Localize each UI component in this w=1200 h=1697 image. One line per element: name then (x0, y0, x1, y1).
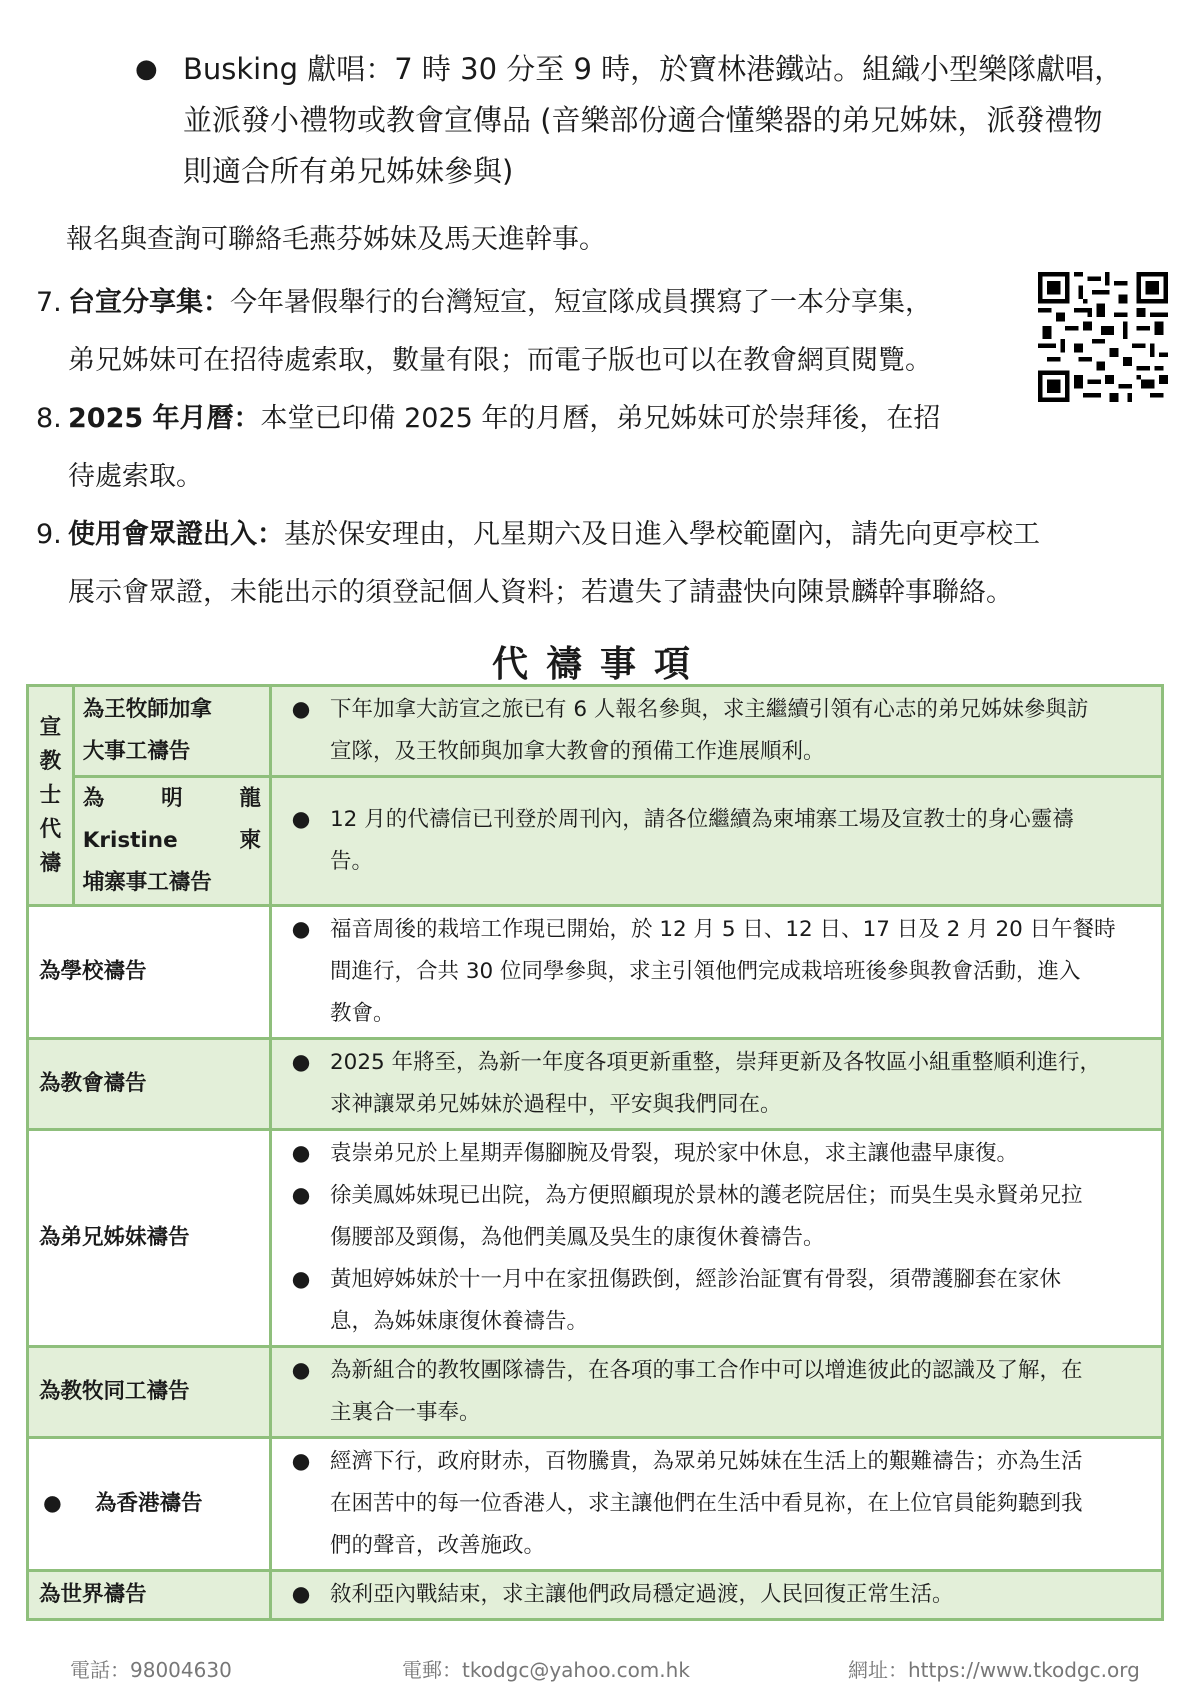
notice-text: 展示會眾證，未能出示的須登記個人資料；若遺失了請盡快向陳景麟幹事聯絡。 (68, 577, 1013, 608)
members-category: 為弟兄姊妹禱告 (28, 1130, 271, 1347)
bullet-icon: ● (291, 917, 311, 942)
notice-text: 弟兄姊妹可在招待處索取，數量有限；而電子版也可以在教會網頁閱覽。 (68, 345, 932, 376)
table-row (28, 1438, 1163, 1571)
table-row (28, 1039, 1163, 1130)
notice-number: 9. (36, 519, 62, 550)
missionary-subcategory: 為 明 龍 Kristine 柬 埔寨事工禱告 (73, 777, 270, 906)
prayer-content: ● 經濟下行，政府財赤，百物騰貴，為眾弟兄姊妹在生活上的艱難禱告；亦為生活 在困苦中的每一位香港人，求主讓他們在生活中看見祢，在上位官員能夠聽到我 們的聲音，改善施政。 (271, 1438, 1163, 1571)
bullet-icon: ● (135, 54, 158, 84)
church-category: 為教會禱告 (28, 1039, 271, 1130)
table-row (28, 1571, 1163, 1620)
prayer-content: ● 12 月的代禱信已刊登於周刊內，請各位繼續為柬埔寨工場及宣教士的身心靈禱 告。 (271, 777, 1163, 906)
table-row (28, 686, 1163, 777)
notice-text: 今年暑假舉行的台灣短宣，短宣隊成員撰寫了一本分享集， (230, 287, 932, 318)
notice-text: 待處索取。 (68, 461, 203, 492)
footer-phone: 電話：98004630 (70, 1658, 232, 1682)
bullet-icon: ● (291, 1141, 311, 1166)
missionary-category: 宣教士代禱 (28, 686, 74, 906)
notice-text: 基於保安理由，凡星期六及日進入學校範圍內，請先向更亭校工 (284, 519, 1040, 550)
bullet-icon: ● (43, 1491, 62, 1516)
bullet-icon: ● (291, 1358, 311, 1383)
prayer-content: ● 為新組合的教牧團隊禱告，在各項的事工合作中可以增進彼此的認識及了解，在 主裏合一事奉。 (271, 1347, 1163, 1438)
busking-line-1: Busking 獻唱：7 時 30 分至 9 時，於寶林港鐵站。組織小型樂隊獻唱， (183, 52, 1124, 86)
staff-category: 為教牧同工禱告 (28, 1347, 271, 1438)
table-row (28, 1347, 1163, 1438)
hk-category: ● 為香港禱告 (28, 1438, 271, 1571)
world-category: 為世界禱告 (28, 1571, 271, 1620)
bullet-icon: ● (291, 1050, 311, 1075)
bullet-icon: ● (291, 1267, 311, 1292)
notice-title: 2025 年月曆： (68, 403, 261, 434)
notice-item-8 (36, 390, 1056, 506)
notice-item-9 (36, 506, 1056, 622)
missionary-subcategory: 為王牧師加拿 大事工禱告 (73, 686, 270, 777)
bullet-icon: ● (291, 1449, 311, 1474)
prayer-table (26, 684, 1164, 1621)
prayer-content: ● 敘利亞內戰結束，求主讓他們政局穩定過渡，人民回復正常生活。 (271, 1571, 1163, 1620)
table-row (28, 1130, 1163, 1347)
school-category: 為學校禱告 (28, 906, 271, 1039)
bullet-icon: ● (291, 1183, 311, 1208)
busking-line-2: 並派發小禮物或教會宣傳品 (音樂部份適合懂樂器的弟兄姊妹，派發禮物 (183, 103, 1103, 137)
prayer-content: ● 袁崇弟兄於上星期弄傷腳腕及骨裂，現於家中休息，求主讓他盡早康復。 ● 徐美鳳姊妹現已出院，為方便照顧現於景林的護老院居住；而吳生吳永賢弟兄拉 傷腰部及頸傷，為他們美鳳及吳生的康復休養禱告。 ● 黃旭婷姊妹於十一月中在家扭傷跌倒，經診治証實有骨裂，須帶護腳套在家休 息，為姊妹康復休養禱告。 (271, 1130, 1163, 1347)
table-row (28, 777, 1163, 906)
qr-code-icon[interactable] (1038, 272, 1168, 402)
bullet-icon: ● (291, 1582, 311, 1607)
prayer-content: ● 福音周後的栽培工作現已開始，於 12 月 5 日、12 日、17 日及 2 月 20 日午餐時 間進行，合共 30 位同學參與，求主引領他們完成栽培班後參與教會活動，進入 教會。 (271, 906, 1163, 1039)
notice-number: 8. (36, 403, 62, 434)
contact-note: 報名與查詢可聯絡毛燕芬姊妹及馬天進幹事。 (66, 224, 606, 255)
notice-item-7 (36, 274, 1056, 390)
notice-title: 台宣分享集： (68, 287, 230, 318)
bullet-icon: ● (291, 697, 311, 722)
busking-line-3: 則適合所有弟兄姊妹參與) (183, 154, 514, 188)
busking-item (135, 44, 1175, 197)
prayer-content: ● 下年加拿大訪宣之旅已有 6 人報名參與，求主繼續引領有心志的弟兄姊妹參與訪 宣隊，及王牧師與加拿大教會的預備工作進展順利。 (271, 686, 1163, 777)
notice-text: 本堂已印備 2025 年的月曆，弟兄姊妹可於崇拜後，在招 (260, 403, 941, 434)
notice-list (36, 274, 1056, 622)
notice-number: 7. (36, 287, 62, 318)
footer-website[interactable]: 網址：https://www.tkodgc.org (848, 1658, 1140, 1682)
footer-email[interactable]: 電郵：tkodgc@yahoo.com.hk (402, 1658, 690, 1682)
prayer-content: ● 2025 年將至，為新一年度各項更新重整，崇拜更新及各牧區小組重整順利進行， 求神讓眾弟兄姊妹於過程中，平安與我們同在。 (271, 1039, 1163, 1130)
bullet-icon: ● (291, 807, 311, 832)
table-row (28, 906, 1163, 1039)
notice-title: 使用會眾證出入： (68, 519, 284, 550)
prayer-heading: 代禱事項 (491, 644, 708, 685)
